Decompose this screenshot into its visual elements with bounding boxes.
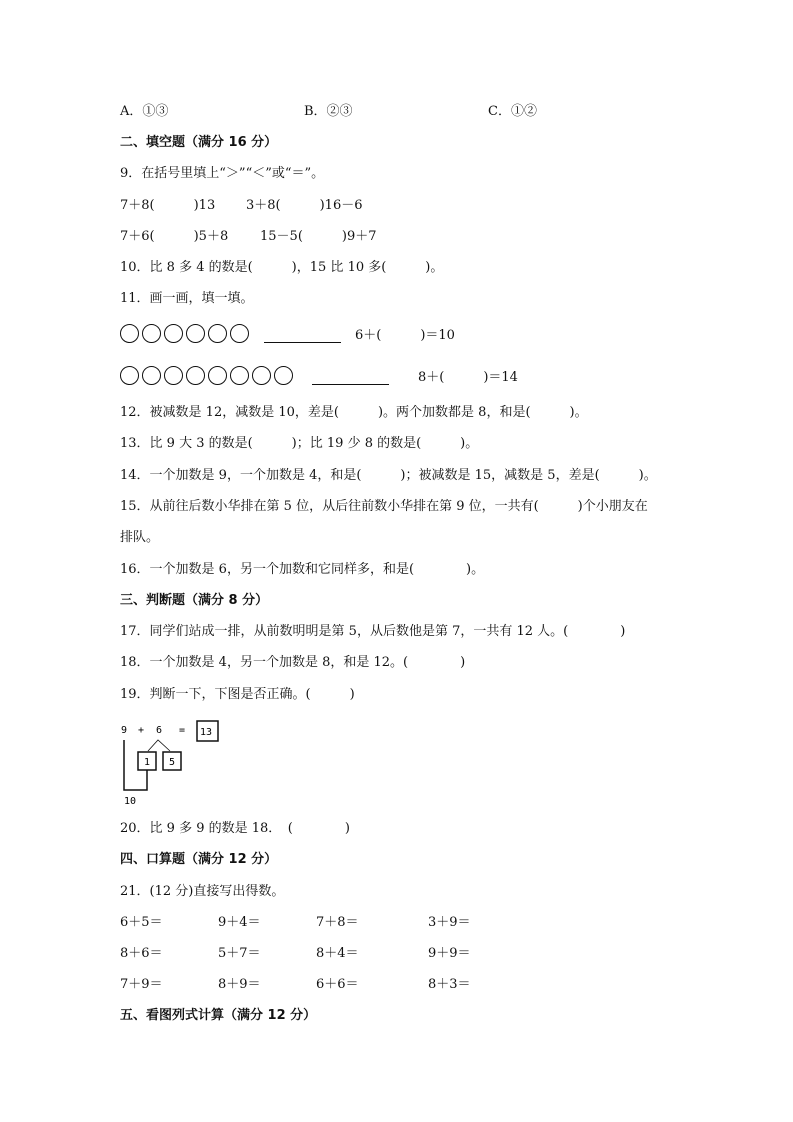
calc-item: 6＋6＝ (316, 977, 359, 992)
question-16: 16．一个加数是 6，另一个加数和它同样多，和是( )。 (120, 562, 485, 577)
diagram-box-2-value: 5 (169, 757, 176, 768)
diagram-plus: + (138, 725, 145, 736)
diagram-result: 13 (200, 727, 213, 738)
circle (252, 366, 271, 385)
calc-item: 7＋8＝ (316, 915, 359, 930)
calc-item: 8＋6＝ (120, 946, 163, 961)
calc-item: 5＋7＝ (218, 946, 261, 961)
question-14: 14．一个加数是 9，一个加数是 4，和是( )；被减数是 15，减数是 5，差是( )。 (120, 468, 657, 483)
question-9-title: 9．在括号里填上“＞”“＜”或“＝”。 (120, 166, 325, 181)
circle (142, 366, 161, 385)
circle (274, 366, 293, 385)
circle (186, 324, 205, 343)
q11-equation-2: 8＋( )＝14 (418, 370, 518, 385)
option-b: B．②③ (304, 104, 353, 119)
diagram-equals: = (179, 725, 186, 736)
calc-item: 8＋9＝ (218, 977, 261, 992)
section-heading-mental-math: 四、口算题（满分 12 分） (120, 852, 278, 867)
circle-row-1 (120, 324, 249, 343)
question-21-title: 21．(12 分)直接写出得数。 (120, 884, 285, 899)
calc-item: 7＋9＝ (120, 977, 163, 992)
question-17: 17．同学们站成一排，从前数明明是第 5，从后数他是第 7，一共有 12 人。( ) (120, 624, 626, 639)
q9-row1-item1: 7＋8( )13 (120, 198, 216, 213)
option-c: C．①② (488, 104, 537, 119)
question-10: 10．比 8 多 4 的数是( )，15 比 10 多( )。 (120, 260, 444, 275)
option-a: A．①③ (120, 104, 169, 119)
q11-equation-1: 6＋( )＝10 (355, 328, 455, 343)
circle (142, 324, 161, 343)
question-11-title: 11．画一画，填一填。 (120, 291, 254, 306)
circle-row-2 (120, 366, 293, 385)
circle (230, 366, 249, 385)
question-15-line1: 15．从前往后数小华排在第 5 位，从后往前数小华排在第 9 位，一共有( )个小朋友在 (120, 499, 648, 514)
question-13: 13．比 9 大 3 的数是( )；比 19 少 8 的数是( )。 (120, 436, 479, 451)
circle (186, 366, 205, 385)
calc-item: 8＋4＝ (316, 946, 359, 961)
calc-item: 3＋9＝ (428, 915, 471, 930)
q9-row1-item2: 3＋8( )16－6 (246, 198, 363, 213)
circle (208, 324, 227, 343)
question-20: 20．比 9 多 9 的数是 18． ( ) (120, 821, 350, 836)
circle (164, 366, 183, 385)
q9-row2-item2: 15－5( )9＋7 (260, 229, 377, 244)
question-15-line2: 排队。 (120, 530, 160, 545)
diagram-box-1-value: 1 (144, 757, 151, 768)
calc-item: 6＋5＝ (120, 915, 163, 930)
diagram-addend: 6 (156, 725, 163, 736)
question-18: 18．一个加数是 4，另一个加数是 8，和是 12。( ) (120, 655, 466, 670)
question-19: 19．判断一下，下图是否正确。( ) (120, 687, 355, 702)
drawing-blank-1 (264, 341, 341, 343)
section-heading-true-false: 三、判断题（满分 8 分） (120, 593, 269, 608)
section-heading-picture-calc: 五、看图列式计算（满分 12 分） (120, 1008, 317, 1023)
q9-row2-item1: 7＋6( )5＋8 (120, 229, 229, 244)
calc-item: 8＋3＝ (428, 977, 471, 992)
diagram-split-lines (148, 740, 170, 751)
drawing-blank-2 (312, 383, 389, 385)
calc-item: 9＋9＝ (428, 946, 471, 961)
circle (120, 324, 139, 343)
calc-item: 9＋4＝ (218, 915, 261, 930)
addition-split-diagram (118, 718, 228, 814)
section-heading-fill-blank: 二、填空题（满分 16 分） (120, 135, 278, 150)
circle (230, 324, 249, 343)
circle (164, 324, 183, 343)
diagram-ten: 10 (124, 796, 137, 807)
circle (208, 366, 227, 385)
question-12: 12．被减数是 12，减数是 10，差是( )。两个加数都是 8，和是( )。 (120, 405, 588, 420)
circle (120, 366, 139, 385)
diagram-nine: 9 (121, 725, 128, 736)
